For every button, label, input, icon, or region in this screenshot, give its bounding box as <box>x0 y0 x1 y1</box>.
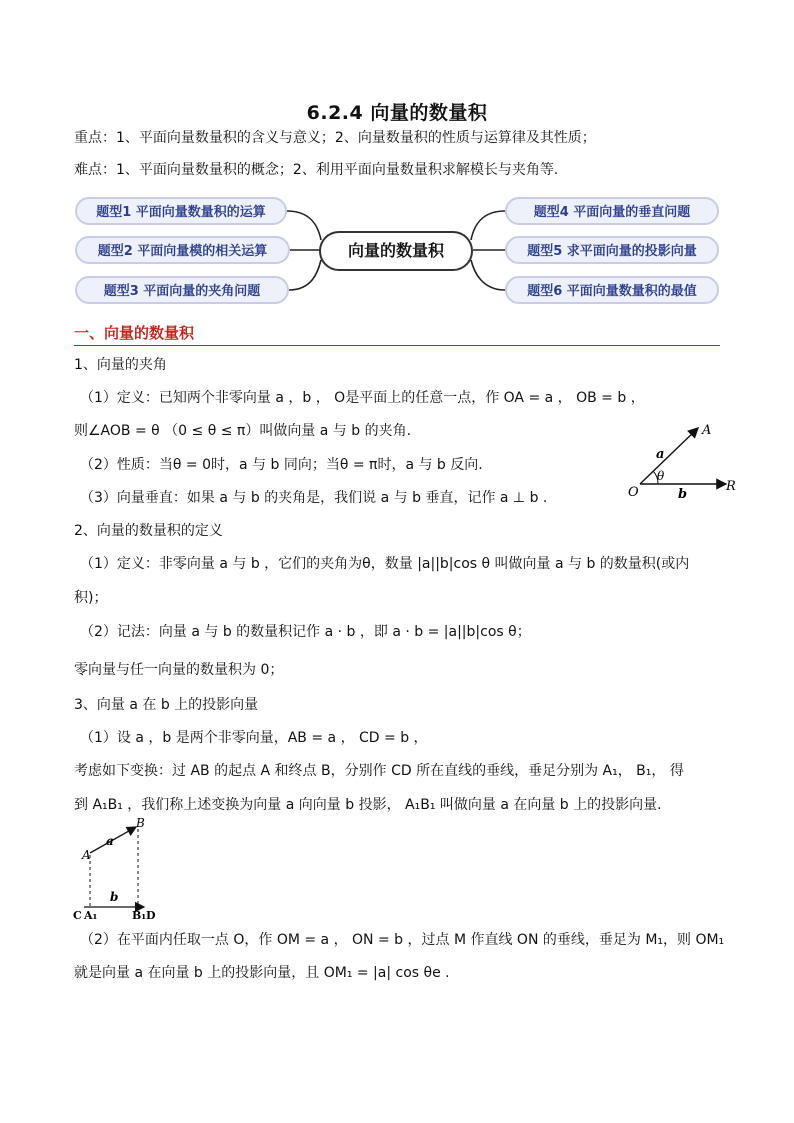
mindmap-connectors <box>0 0 794 320</box>
label-point-b: B <box>136 816 145 830</box>
label-vec-a2: a <box>106 834 114 848</box>
label-point-c: C <box>73 909 82 922</box>
figure-projection <box>70 815 180 923</box>
label-vec-b2: b <box>110 890 119 904</box>
para-perpendicular: （3）向量垂直：如果 a 与 b 的夹角是，我们说 a 与 b 垂直，记作 a ⊥ b . <box>80 490 548 506</box>
label-point-a: A <box>82 848 91 862</box>
mindmap-center: 向量的数量积 <box>319 231 473 271</box>
label-vec-b: b <box>678 487 688 500</box>
difficulties: 难点：1、平面向量数量积的概念；2、利用平面向量数量积求解模长与夹角等. <box>74 162 559 178</box>
key-points: 重点：1、平面向量数量积的含义与意义；2、向量数量积的性质与运算律及其性质； <box>74 130 596 146</box>
heading-angle: 1、向量的夹角 <box>74 357 167 373</box>
label-a-point: A <box>702 423 712 438</box>
mindmap-right-2: 题型5 求平面向量的投影向量 <box>505 236 719 264</box>
vector-a-line <box>640 428 698 484</box>
para-dot-notation: （2）记法：向量 a 与 b 的数量积记作 a · b ，即 a · b = |a||b|cos θ； <box>80 624 531 640</box>
mindmap-right-3: 题型6 平面向量数量积的最值 <box>505 276 719 304</box>
section-heading: 一、向量的数量积 <box>74 324 195 342</box>
figure-vector-angle <box>622 420 742 500</box>
label-theta: θ <box>657 469 665 483</box>
heading-projection: 3、向量 a 在 b 上的投影向量 <box>74 697 259 713</box>
mindmap-left-1: 题型1 平面向量数量积的运算 <box>75 197 287 225</box>
para-zero-vector: 零向量与任一向量的数量积为 0； <box>74 662 284 678</box>
para-projection-om: （2）在平面内任取一点 O，作 OM = a ， ON = b ，过点 M 作直线 ON 的垂线，垂足为 M₁，则 OM₁ <box>80 932 725 948</box>
para-projection-formula: 就是向量 a 在向量 b 上的投影向量，且 OM₁ = |a| cos θe . <box>74 965 450 981</box>
label-o: O <box>628 485 639 500</box>
label-vec-a: a <box>656 447 665 462</box>
page-title: 6.2.4 向量的数量积 <box>306 102 488 124</box>
mindmap-left-2: 题型2 平面向量模的相关运算 <box>75 236 290 264</box>
section-divider <box>74 345 720 346</box>
label-r-point: R <box>726 479 736 494</box>
para-projection-transform: 考虑如下变换：过 AB 的起点 A 和终点 B，分别作 CD 所在直线的垂线，垂足分别为 A₁， B₁， 得 <box>74 763 684 779</box>
para-projection-result: 到 A₁B₁ ，我们称上述变换为向量 a 向向量 b 投影， A₁B₁ 叫做向量 a 在向量 b 上的投影向量. <box>74 797 662 813</box>
mindmap-left-3: 题型3 平面向量的夹角问题 <box>75 276 289 304</box>
label-point-a1: A₁ <box>84 909 98 922</box>
heading-dot-product: 2、向量的数量积的定义 <box>74 523 223 539</box>
para-dot-definition: （1）定义：非零向量 a 与 b ，它们的夹角为θ，数量 |a||b|cos θ 叫做向量 a 与 b 的数量积(或内 <box>80 556 690 572</box>
para-angle-definition: （1）定义：已知两个非零向量 a ，b ， O是平面上的任意一点，作 OA = a ， OB = b ， <box>80 390 645 406</box>
label-point-d: D <box>146 909 156 922</box>
para-angle-range: 则∠AOB = θ （0 ≤ θ ≤ π）叫做向量 a 与 b 的夹角. <box>74 423 412 439</box>
para-dot-definition-cont: 积)； <box>74 590 108 606</box>
para-angle-property: （2）性质：当θ = 0时，a 与 b 同向；当θ = π时，a 与 b 反向. <box>80 457 483 473</box>
mindmap <box>0 0 794 320</box>
label-point-b1: B₁ <box>132 909 147 922</box>
mindmap-right-1: 题型4 平面向量的垂直问题 <box>505 197 719 225</box>
para-projection-setup: （1）设 a ，b 是两个非零向量，AB = a ， CD = b ， <box>80 730 428 746</box>
